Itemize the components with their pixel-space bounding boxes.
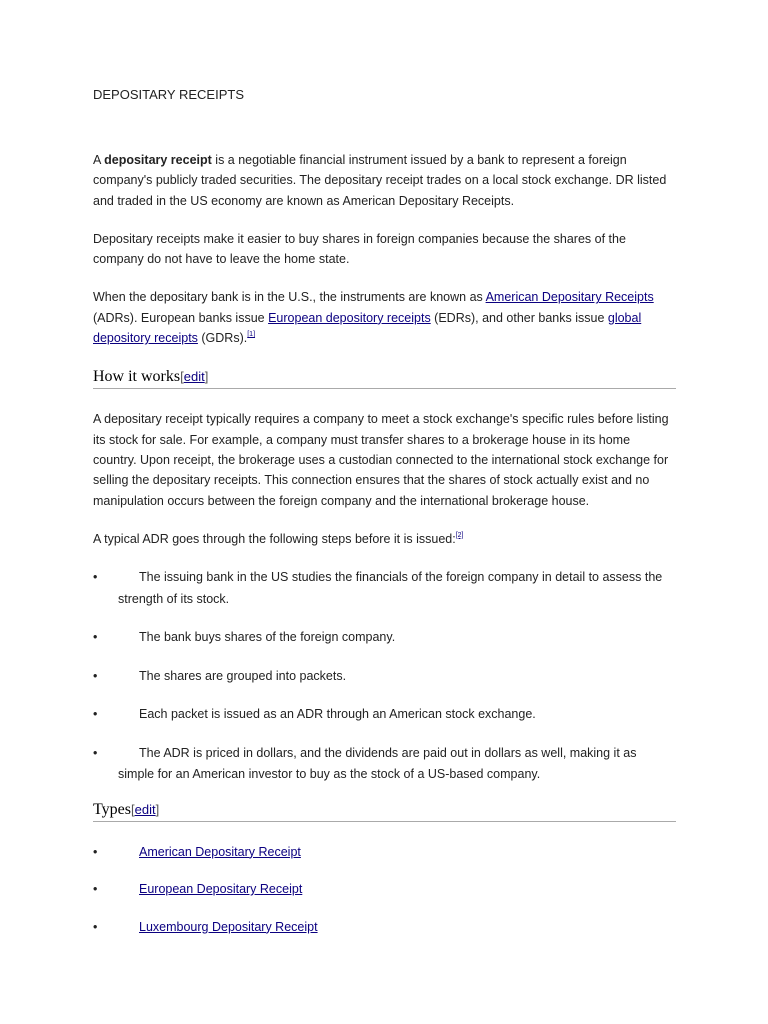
bullet-icon: • [93, 745, 98, 760]
intro-paragraph-1 [93, 150, 676, 211]
bullet-icon: • [93, 570, 98, 585]
intro-text: (ADRs). European banks issue [93, 310, 269, 325]
heading-text: How it works [93, 368, 181, 386]
link-european-depositary-receipt[interactable]: European Depositary Receipt [139, 882, 303, 897]
document-content [93, 86, 676, 954]
link-european-depository-receipts[interactable]: European depository receipts [268, 310, 431, 325]
section-heading-types [93, 799, 676, 822]
reference-link-2[interactable]: [2] [455, 531, 464, 539]
bullet-icon: • [93, 919, 98, 934]
list-item [93, 743, 676, 786]
intro-paragraph-3 [93, 287, 676, 348]
reference-link-1[interactable]: [1] [247, 331, 256, 339]
bullet-icon: • [93, 882, 98, 897]
types-list [93, 842, 676, 939]
step-text: The shares are grouped into packets. [139, 668, 347, 683]
bullet-icon: • [93, 630, 98, 645]
list-item [93, 704, 676, 726]
edit-link-types[interactable]: edit [134, 801, 156, 817]
intro-text: When the depositary bank is in the U.S., the instruments are known as [93, 290, 486, 305]
intro-text: A [93, 153, 105, 167]
list-item [93, 567, 676, 610]
heading-text: Types [93, 800, 131, 818]
bracket: ] [204, 369, 209, 385]
bracket: [ [180, 369, 184, 385]
intro-text: (EDRs), and other banks issue [430, 310, 608, 325]
intro-text-rest: is a negotiable financial instrument issued by a bank to represent a foreign company's publicly traded securities. The depositary receipt trades on a local stock exchange. DR listed and traded in the US economy are known as American Depositary Receipts. [93, 153, 667, 208]
link-american-depositary-receipts[interactable]: American Depositary Receipts [485, 290, 654, 305]
term-bold: depositary receipt [104, 153, 212, 167]
step-text: The ADR is priced in dollars, and the dividends are paid out in dollars as well, making it as simple for an American investor to buy as the stock of a US-based company. [118, 745, 637, 782]
link-american-depositary-receipt[interactable]: American Depositary Receipt [139, 844, 301, 859]
step-text: Each packet is issued as an ADR through an American stock exchange. [139, 707, 536, 722]
list-item [93, 842, 676, 864]
list-item [93, 879, 676, 901]
list-item [93, 627, 676, 649]
edit-link-how-it-works[interactable]: edit [183, 369, 205, 385]
link-global-depository-receipts[interactable]: global depository receipts [93, 310, 642, 346]
step-text: The issuing bank in the US studies the financials of the foreign company in detail to assess the strength of its stock. [118, 570, 663, 606]
bracket: ] [155, 801, 160, 817]
bracket: [ [130, 801, 135, 817]
section-heading-how-it-works [93, 366, 676, 389]
bullet-icon: • [93, 707, 98, 722]
how-paragraph-2 [93, 529, 676, 549]
step-text: The bank buys shares of the foreign company. [139, 630, 396, 645]
intro-paragraph-2: Depositary receipts make it easier to buy shares in foreign companies because the shares of the company do not have to leave the home state. [93, 231, 626, 267]
edit-section-control [131, 802, 159, 817]
steps-list [93, 567, 676, 786]
document-title: DEPOSITARY RECEIPTS [93, 87, 244, 102]
link-luxembourg-depositary-receipt[interactable]: Luxembourg Depositary Receipt [139, 919, 318, 934]
bullet-icon: • [93, 668, 98, 683]
list-item [93, 666, 676, 688]
list-item [93, 917, 676, 939]
how-text: A typical ADR goes through the following steps before it is issued: [93, 531, 456, 546]
bullet-icon: • [93, 844, 98, 859]
edit-section-control [180, 369, 208, 384]
intro-text: (GDRs). [197, 331, 248, 346]
how-paragraph-1: A depositary receipt typically requires a company to meet a stock exchange's specific rules before listing its stock for sale. For example, a company must transfer shares to a brokerage house in its home country. Upon receipt, the brokerage uses a custodian connected to the international stock exchange for selling the depositary receipts. This connection ensures that the shares of stock actually exist and no manipulation occurs between the foreign company and the international brokerage house. [93, 412, 669, 508]
